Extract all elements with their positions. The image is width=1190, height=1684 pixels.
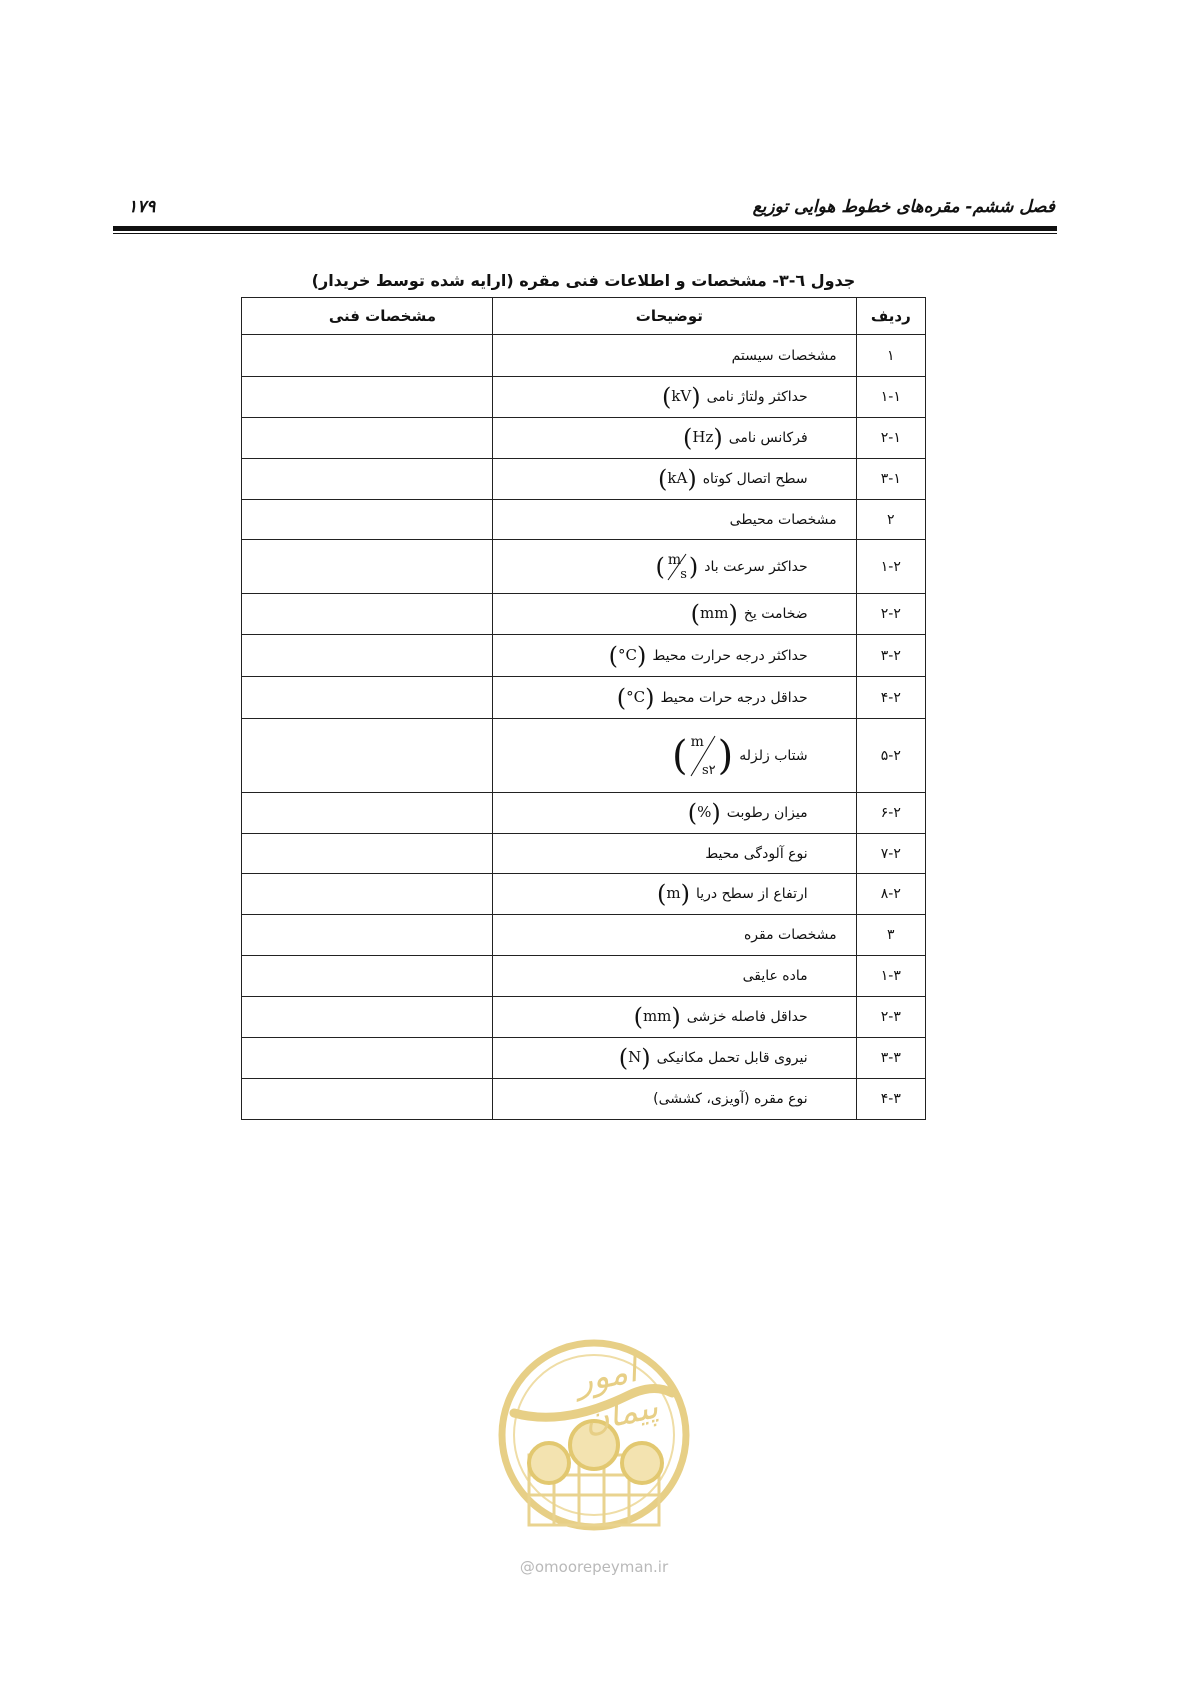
row-unit: (mm) — [690, 600, 738, 628]
row-spec-value[interactable] — [242, 1038, 493, 1079]
table-row — [242, 915, 926, 956]
header-rule-thin — [113, 233, 1057, 234]
row-number: ۱-۲ — [856, 540, 925, 594]
unit-text: kV — [671, 387, 692, 405]
unit-text: °C — [618, 645, 637, 664]
table-row — [242, 1079, 926, 1120]
row-unit: (mm) — [633, 1003, 681, 1031]
row-spec-value[interactable] — [242, 418, 493, 459]
row-description — [493, 335, 857, 377]
chapter-title: فصل ششم- مقره‌های خطوط هوایی توزیع — [752, 197, 1055, 217]
row-label: حداکثر درجه حرارت محیط — [652, 647, 808, 664]
row-description — [493, 500, 857, 540]
row-number: ۶-۲ — [856, 793, 925, 834]
row-label: نوع مقره (آویزی، کششی) — [653, 1091, 808, 1107]
table-row — [242, 677, 926, 719]
row-label: میزان رطوبت — [726, 805, 808, 821]
row-label: مشخصات سیستم — [731, 347, 837, 364]
row-number: ۲-۳ — [856, 997, 925, 1038]
row-label: شتاب زلزله — [739, 747, 808, 764]
row-spec-value[interactable] — [242, 834, 493, 874]
unit-text: m — [666, 884, 681, 902]
unit-text: kA — [667, 469, 688, 487]
row-label: نوع آلودگی محیط — [705, 845, 808, 862]
row-spec-value[interactable] — [242, 677, 493, 719]
row-description — [493, 997, 857, 1038]
row-number: ۳-۱ — [856, 459, 925, 500]
unit-text: % — [697, 803, 712, 821]
row-number: ۱ — [856, 335, 925, 377]
row-unit: (N) — [618, 1044, 651, 1072]
header-row-no: ردیف — [856, 298, 925, 335]
watermark-site — [494, 1558, 694, 1576]
row-spec-value[interactable] — [242, 997, 493, 1038]
row-spec-value[interactable] — [242, 335, 493, 377]
table-row — [242, 335, 926, 377]
row-unit: (m) — [656, 880, 690, 908]
row-description — [493, 377, 857, 418]
unit-text: N — [628, 1048, 642, 1066]
row-label: حداکثر سرعت باد — [704, 558, 808, 575]
unit-text: mm — [642, 1007, 672, 1025]
row-spec-value[interactable] — [242, 1079, 493, 1120]
fraction-denominator: s۲ — [702, 762, 716, 778]
table-row — [242, 719, 926, 793]
unit-text: Hz — [692, 428, 714, 446]
row-unit: (°C) — [608, 641, 647, 670]
at-icon: @ — [519, 1558, 535, 1576]
row-number: ۲-۲ — [856, 594, 925, 635]
fraction-denominator: s — [680, 566, 687, 582]
unit-text: mm — [699, 604, 729, 622]
unit-fraction — [665, 552, 689, 582]
specs-table — [241, 297, 926, 1120]
table-row — [242, 540, 926, 594]
table-row — [242, 997, 926, 1038]
table-row — [242, 459, 926, 500]
row-spec-value[interactable] — [242, 635, 493, 677]
row-label: حداقل فاصله خزشی — [686, 1009, 808, 1025]
row-number: ۴-۳ — [856, 1079, 925, 1120]
row-number: ۳ — [856, 915, 925, 956]
row-label: ضخامت یخ — [743, 606, 808, 622]
row-label: ارتفاع از سطح دریا — [695, 886, 808, 902]
header-rule-thick — [113, 226, 1057, 231]
row-label: نیروی قابل تحمل مکانیکی — [656, 1050, 808, 1066]
row-unit: (%) — [687, 799, 721, 827]
row-spec-value[interactable] — [242, 956, 493, 997]
row-unit: (°C) — [616, 683, 655, 712]
row-spec-value[interactable] — [242, 915, 493, 956]
table-row — [242, 594, 926, 635]
watermark-logo — [494, 1335, 694, 1535]
fraction-numerator: m — [667, 551, 682, 568]
row-label: حداقل درجه حرات محیط — [660, 689, 808, 706]
row-number: ۵-۲ — [856, 719, 925, 793]
table-row — [242, 793, 926, 834]
row-description — [493, 635, 857, 677]
row-description — [493, 1079, 857, 1120]
row-description — [493, 418, 857, 459]
row-spec-value[interactable] — [242, 594, 493, 635]
row-number: ۳-۲ — [856, 635, 925, 677]
row-number: ۲-۱ — [856, 418, 925, 459]
watermark-logo-text: امور پیمان — [571, 1350, 662, 1442]
row-description — [493, 874, 857, 915]
row-spec-value[interactable] — [242, 459, 493, 500]
row-spec-value[interactable] — [242, 719, 493, 793]
row-number: ۱-۳ — [856, 956, 925, 997]
page-number: ۱۷۹ — [128, 197, 156, 217]
row-description — [493, 719, 857, 793]
row-number: ۸-۲ — [856, 874, 925, 915]
row-label: فرکانس نامی — [728, 430, 808, 446]
row-unit-fraction: ( m s۲ ) — [672, 732, 734, 779]
row-label: حداکثر ولتاژ نامی — [706, 389, 808, 405]
table-header-row — [242, 298, 926, 335]
unit-fraction — [688, 734, 718, 778]
row-unit: (kA) — [658, 465, 697, 493]
row-description — [493, 1038, 857, 1079]
row-description — [493, 793, 857, 834]
row-number: ۷-۲ — [856, 834, 925, 874]
table-row — [242, 377, 926, 418]
row-spec-value[interactable] — [242, 793, 493, 834]
row-spec-value[interactable] — [242, 874, 493, 915]
row-unit-fraction: ( m s ) — [655, 551, 699, 582]
row-description — [493, 594, 857, 635]
table-caption: جدول ٦-٣- مشخصات و اطلاعات فنی مقره (ارایه شده توسط خریدار) — [311, 271, 856, 290]
table-row — [242, 418, 926, 459]
row-number: ۲ — [856, 500, 925, 540]
row-number: ۱-۱ — [856, 377, 925, 418]
row-description — [493, 540, 857, 594]
row-description — [493, 915, 857, 956]
row-description — [493, 677, 857, 719]
table-row — [242, 834, 926, 874]
row-label: مشخصات محیطی — [729, 511, 837, 528]
row-number: ۳-۳ — [856, 1038, 925, 1079]
row-description — [493, 834, 857, 874]
row-unit: (Hz) — [683, 424, 723, 452]
table-row — [242, 1038, 926, 1079]
table-body — [242, 335, 926, 1120]
header-description: توضیحات — [493, 298, 857, 335]
row-spec-value[interactable] — [242, 500, 493, 540]
unit-text: °C — [626, 687, 646, 706]
watermark-site-text: omoorepeyman.ir — [534, 1558, 669, 1576]
row-label: مشخصات مقره — [743, 927, 837, 943]
table-row — [242, 874, 926, 915]
row-description — [493, 459, 857, 500]
row-number: ۴-۲ — [856, 677, 925, 719]
row-label: ماده عایقی — [742, 968, 808, 984]
row-spec-value[interactable] — [242, 540, 493, 594]
row-label: سطح اتصال کوتاه — [702, 471, 808, 487]
row-unit: (kV) — [661, 383, 701, 411]
table-row — [242, 500, 926, 540]
fraction-numerator: m — [690, 733, 704, 750]
row-spec-value[interactable] — [242, 377, 493, 418]
row-description — [493, 956, 857, 997]
header-specs: مشخصات فنی — [242, 298, 493, 335]
table-row — [242, 635, 926, 677]
table-row — [242, 956, 926, 997]
